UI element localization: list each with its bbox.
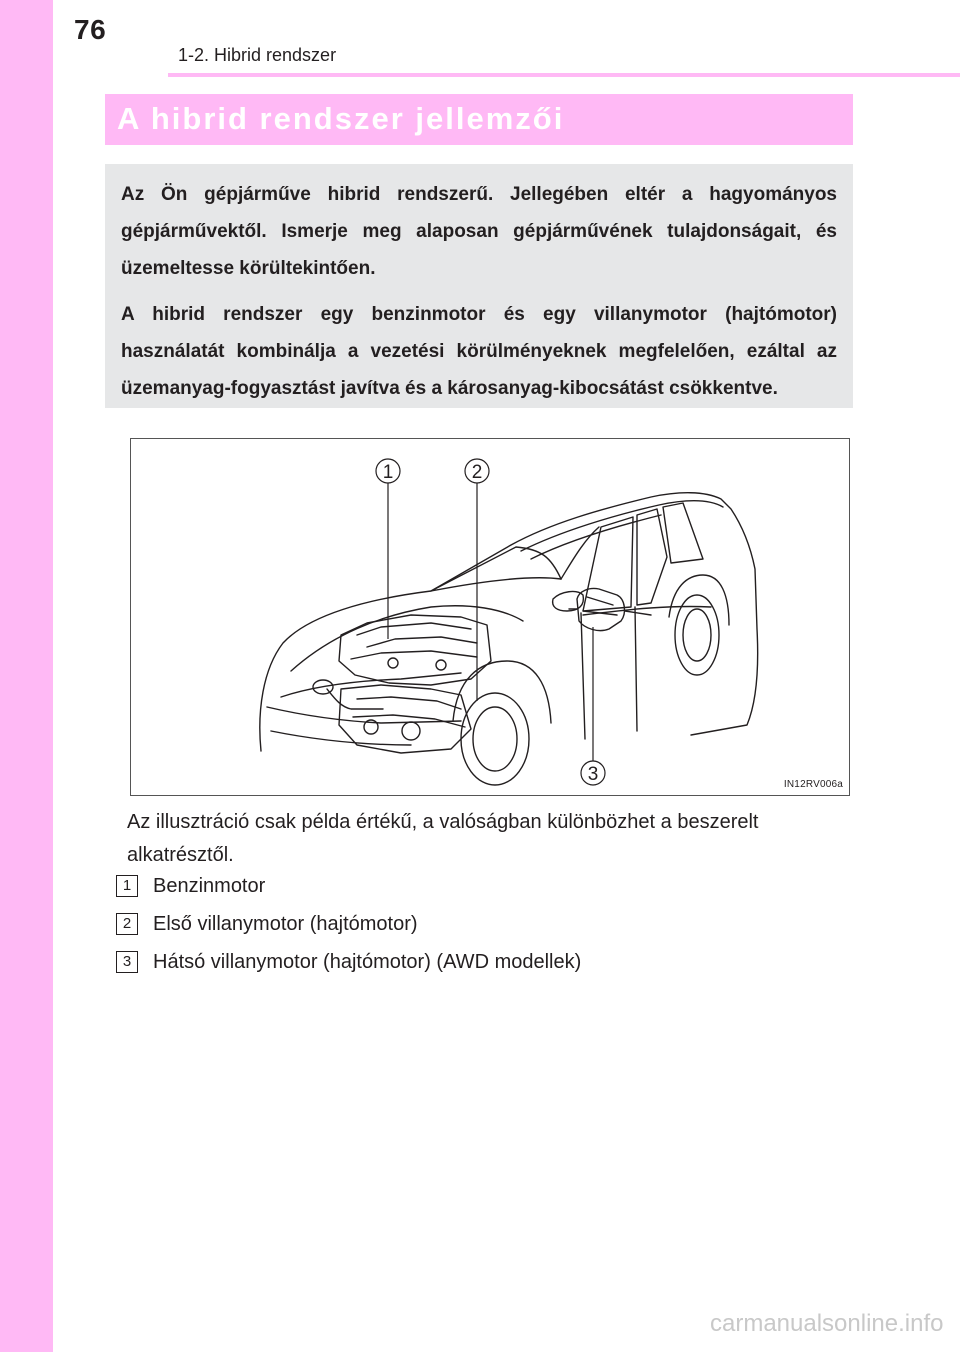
section-header: 1-2. Hibrid rendszer	[178, 45, 337, 65]
hybrid-system-figure	[130, 438, 850, 796]
callout-2-label: 2	[471, 462, 483, 483]
title-bar	[105, 94, 853, 145]
figure-caption: Az illusztráció csak példa értékű, a valóságban különbözhet a beszerelt alkatrésztől.	[127, 811, 759, 866]
legend-number: 1	[116, 875, 138, 897]
summary-paragraph-1: Az Ön gépjárműve hibrid rendszerű. Jellegében eltér a hagyományos gépjárművektől. Ismerje meg alaposan gépjárművének tulajdonságait, és üzemeltesse körültekintően.	[121, 184, 837, 279]
header-rule	[168, 73, 960, 77]
callout-1-label: 1	[382, 462, 394, 483]
page-side-band	[0, 0, 53, 1352]
callout-2	[465, 459, 489, 483]
legend-number: 2	[116, 913, 138, 935]
summary-box	[105, 164, 853, 408]
legend-text: Hátsó villanymotor (hajtómotor) (AWD modellek)	[153, 951, 582, 973]
legend-text: Első villanymotor (hajtómotor)	[153, 913, 418, 935]
image-code: IN12RV006a	[783, 779, 843, 790]
summary-paragraph-2: A hibrid rendszer egy benzinmotor és egy villanymotor (hajtómotor) használatát kombinálja a vezetési körülményeknek megfelelően, ezáltal az üzemanyag-fogyasztást javítva és a károsanyag-kibocsátást csökkentve.	[121, 304, 837, 399]
vehicle-illustration	[131, 439, 849, 795]
watermark: carmanualsonline.info	[710, 1310, 944, 1337]
legend-number: 3	[116, 951, 138, 973]
callout-1	[376, 459, 400, 483]
page-number: 76	[74, 14, 107, 45]
legend-text: Benzinmotor	[153, 875, 266, 897]
callout-3-label: 3	[587, 764, 599, 785]
callout-3	[581, 761, 605, 785]
page-title: A hibrid rendszer jellemzői	[117, 101, 565, 136]
